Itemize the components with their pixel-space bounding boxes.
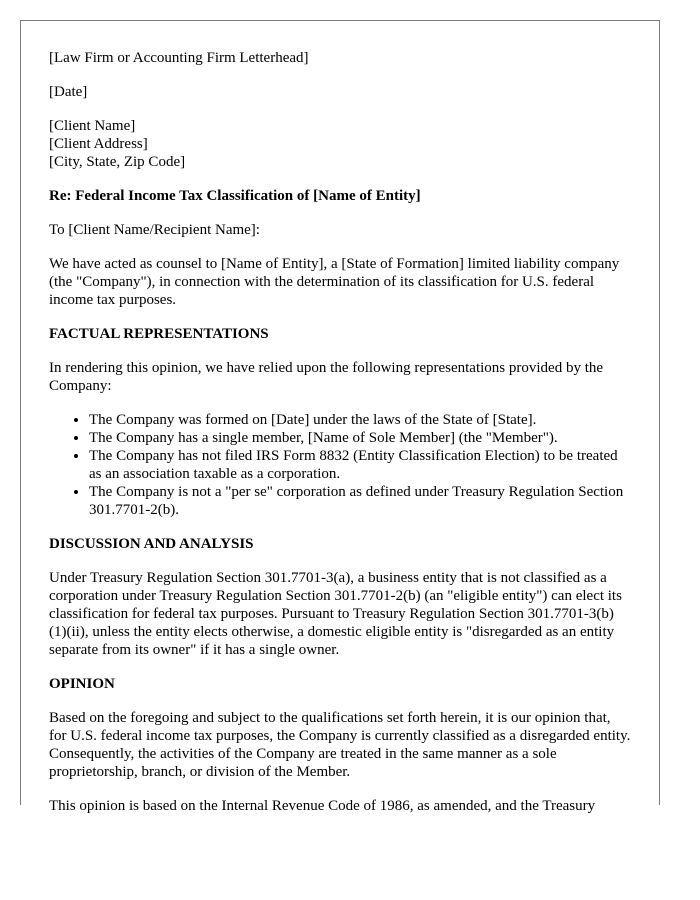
document-page: [20, 20, 660, 814]
factual-list: [49, 411, 631, 519]
opinion-paragraph: Based on the foregoing and subject to the qualifications set forth herein, it is our opinion that, for U.S. federal income tax purposes, the Company is currently classified as a disregarded entity. Consequently, the activities of the Company are treated in the same manner as a sole proprietorship, branch, or division of the Member.: [49, 710, 631, 780]
client-city-state-zip: [City, State, Zip Code]: [49, 154, 186, 170]
client-address: [Client Address]: [49, 136, 148, 152]
client-block: [49, 117, 631, 171]
letterhead: [Law Firm or Accounting Firm Letterhead]: [49, 50, 309, 66]
salutation: To [Client Name/Recipient Name]:: [49, 222, 260, 238]
client-name: [Client Name]: [49, 118, 136, 134]
discussion-paragraph: Under Treasury Regulation Section 301.7701-3(a), a business entity that is not classified as a corporation under Treasury Regulation Section 301.7701-2(b) (an "eligible entity") can elect its classification for federal tax purposes. Pursuant to Treasury Regulation Section 301.7701-3(b)(1)(ii), unless the entity elects otherwise, a domestic eligible entity is "disregarded as an entity separate from its owner" if it has a single owner.: [49, 570, 622, 658]
letter-body: [21, 21, 659, 815]
list-item: • The Company is not a "per se" corporation as defined under Treasury Regulation Section 301.7701-2(b).: [89, 483, 631, 519]
list-item: • The Company has a single member, [Name of Sole Member] (the "Member").: [89, 429, 631, 447]
intro-paragraph: We have acted as counsel to [Name of Entity], a [State of Formation] limited liability company (the "Company"), in connection with the determination of its classification for U.S. federal income tax purposes.: [49, 256, 620, 308]
list-item: • The Company has not filed IRS Form 8832 (Entity Classification Election) to be treated as an association taxable as a corporation.: [89, 447, 631, 483]
discussion-heading: DISCUSSION AND ANALYSIS: [49, 536, 254, 552]
re-line: Re: Federal Income Tax Classification of [Name of Entity]: [49, 188, 421, 204]
cutoff-paragraph: This opinion is based on the Internal Revenue Code of 1986, as amended, and the Treasury: [49, 798, 596, 814]
factual-lead: In rendering this opinion, we have relied upon the following representations provided by the Company:: [49, 360, 604, 394]
list-item: • The Company was formed on [Date] under the laws of the State of [State].: [89, 411, 631, 429]
letter-date: [Date]: [49, 84, 88, 100]
opinion-heading: OPINION: [49, 676, 115, 692]
factual-heading: FACTUAL REPRESENTATIONS: [49, 326, 269, 342]
